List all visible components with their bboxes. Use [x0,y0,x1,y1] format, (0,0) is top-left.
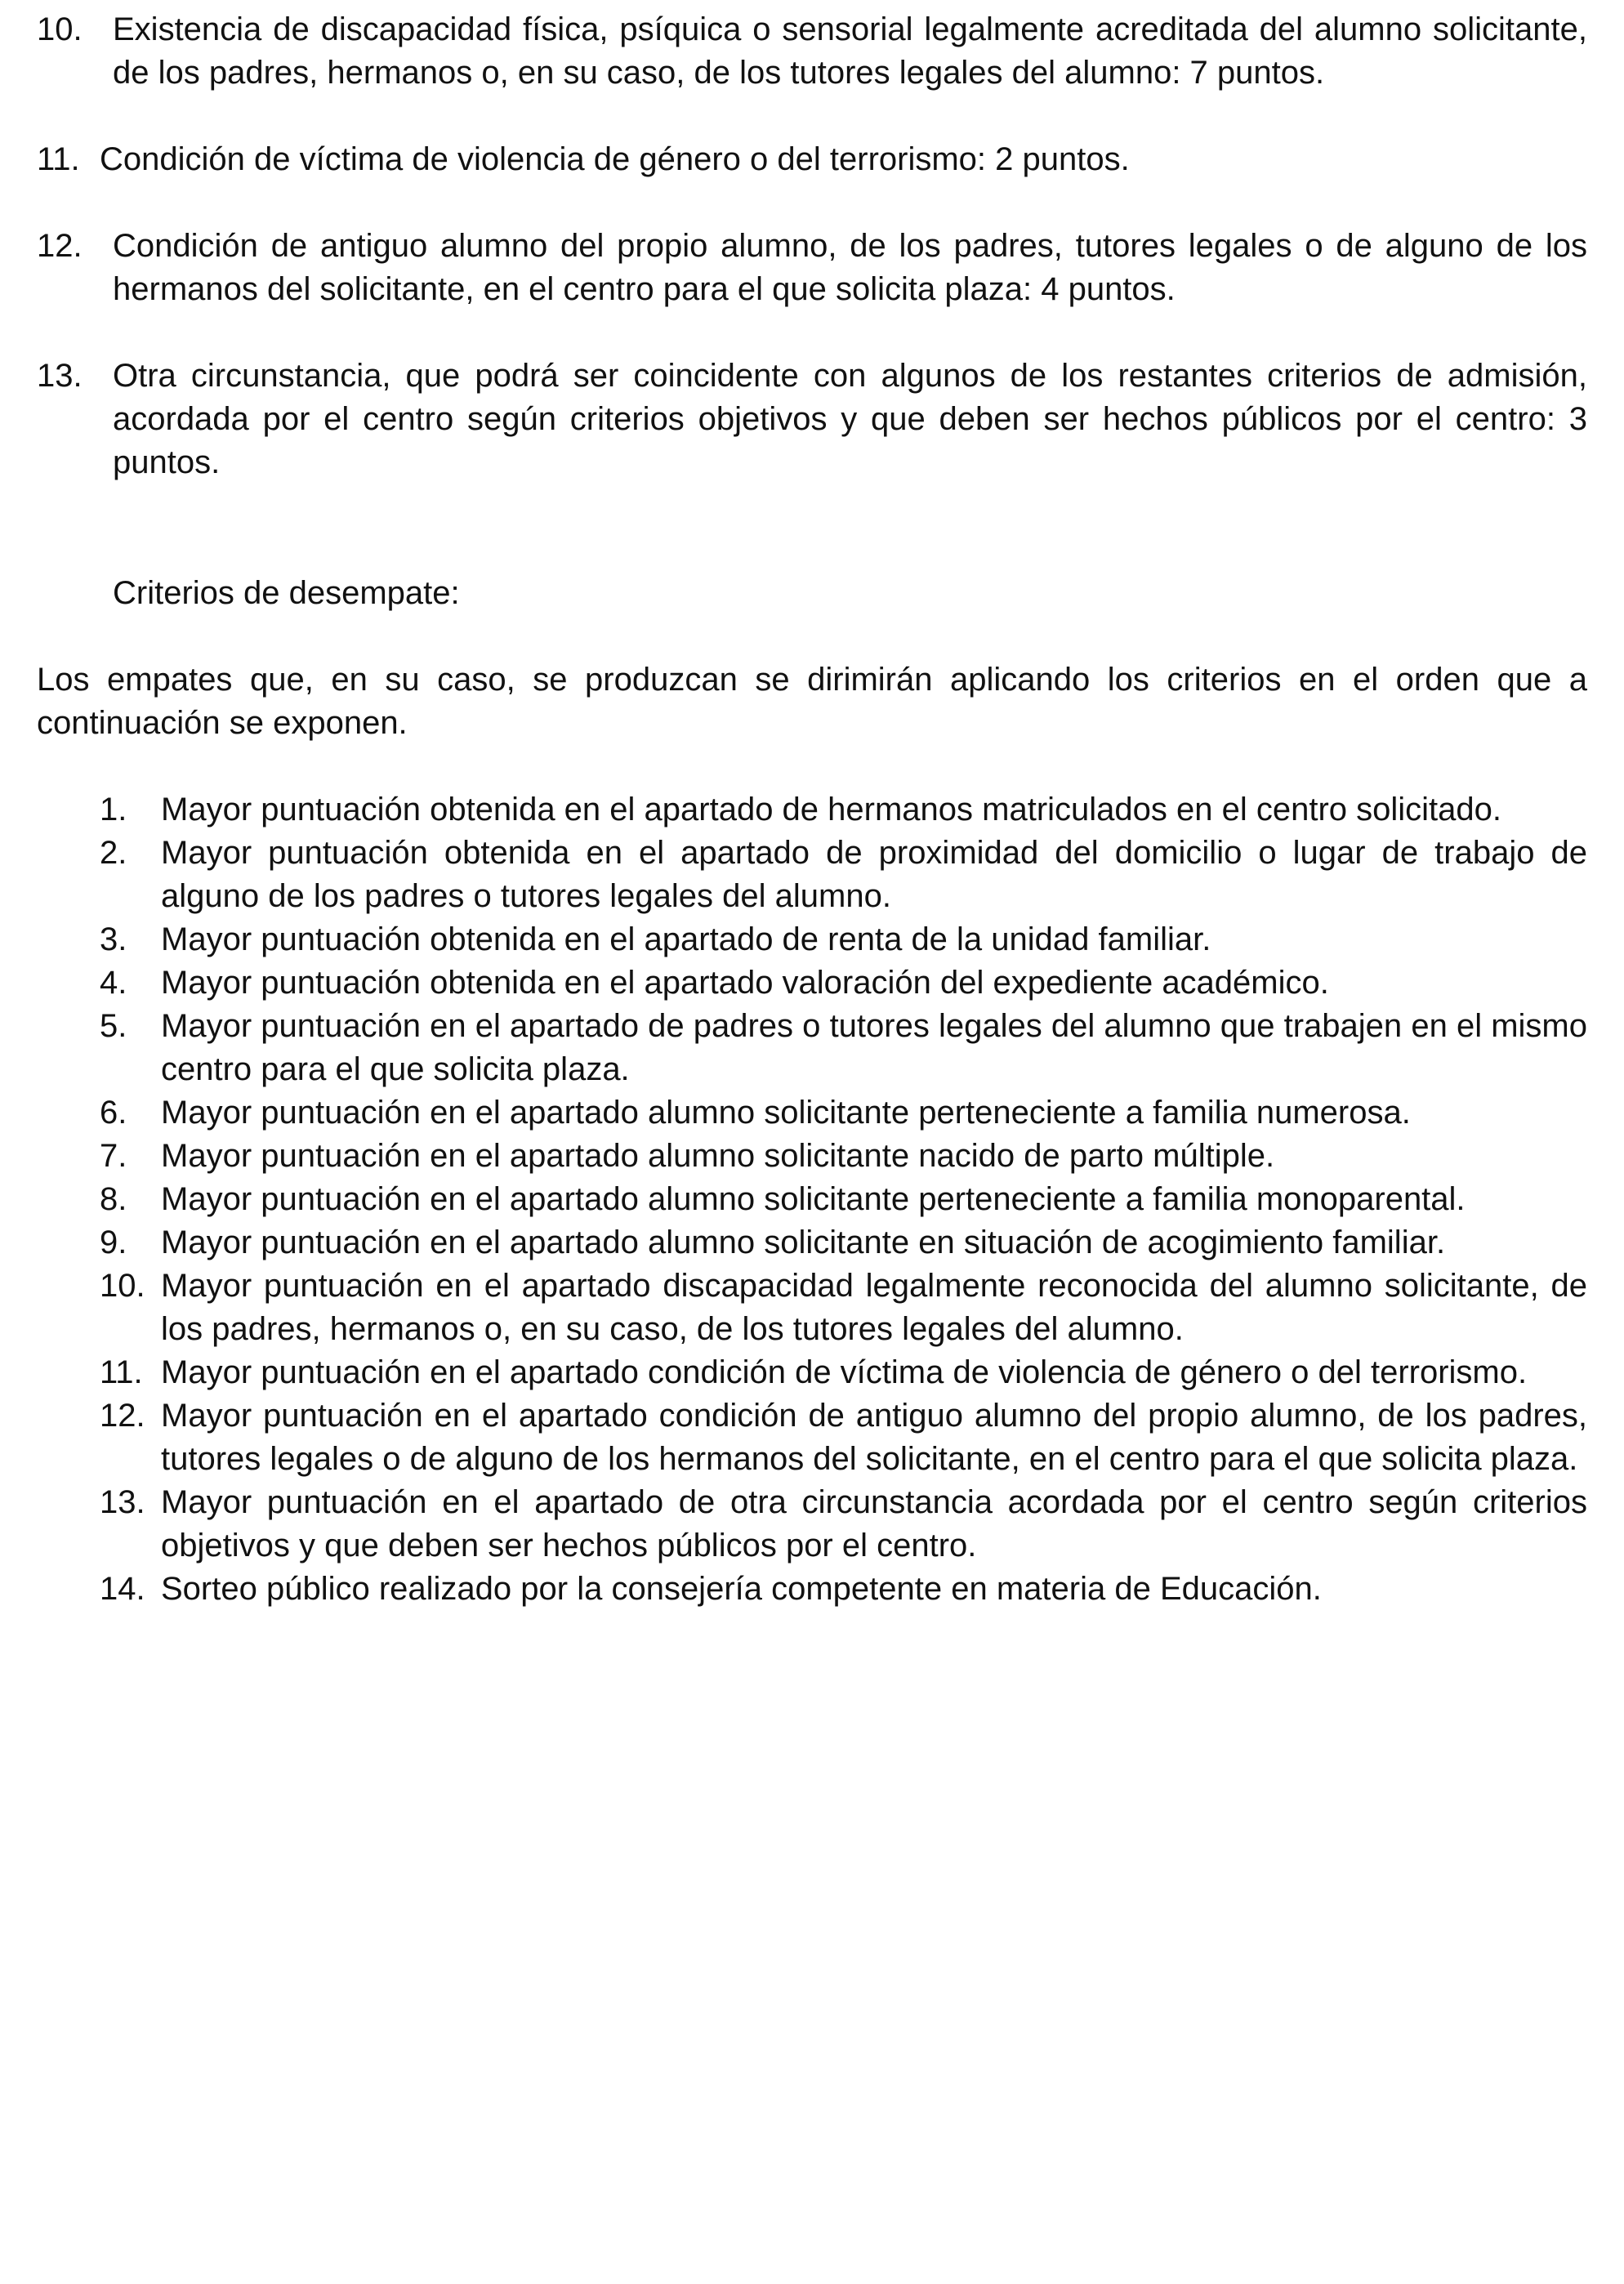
tiebreak-text: Mayor puntuación obtenida en el apartado de hermanos matriculados en el centro solicitado. [161,792,1502,828]
tiebreak-intro: Los empates que, en su caso, se produzcan se dirimirán aplicando los criterios en el orden que a continuación se exponen. [37,662,1587,741]
tiebreak-number: 6. [100,1095,127,1131]
tiebreak-text: Sorteo público realizado por la consejería competente en materia de Educación. [161,1571,1322,1607]
tiebreak-number: 12. [100,1398,145,1434]
tiebreak-item [100,1568,1587,1611]
criterion-item [37,138,1587,181]
tiebreak-text: Mayor puntuación en el apartado de otra circunstancia acordada por el centro según criterios objetivos y que deben ser hechos públicos por el centro. [161,1484,1587,1564]
tiebreak-number: 3. [100,921,127,957]
tiebreak-number: 2. [100,835,127,871]
tiebreak-text: Mayor puntuación obtenida en el apartado valoración del expediente académico. [161,965,1329,1001]
tiebreak-item [100,1481,1587,1568]
tiebreak-text: Mayor puntuación obtenida en el apartado de proximidad del domicilio o lugar de trabajo de alguno de los padres o tutores legales del alumno. [161,835,1587,914]
tiebreak-item [100,961,1587,1005]
tiebreak-heading: Criterios de desempate: [113,575,460,611]
tiebreak-number: 8. [100,1181,127,1217]
admission-criteria-list [37,8,1587,528]
tiebreak-text: Mayor puntuación en el apartado condición de antiguo alumno del propio alumno, de los padres, tutores legales o de alguno de los hermanos del solicitante, en el centro para el que solicita plaza. [161,1398,1587,1477]
tiebreak-number: 4. [100,965,127,1001]
criterion-text: Existencia de discapacidad física, psíquica o sensorial legalmente acreditada del alumno solicitante, de los padres, hermanos o, en su caso, de los tutores legales del alumno: 7 puntos. [113,11,1587,91]
criterion-text: Condición de antiguo alumno del propio alumno, de los padres, tutores legales o de alguno de los hermanos del solicitante, en el centro para el que solicita plaza: 4 puntos. [113,228,1587,307]
tiebreak-text: Mayor puntuación en el apartado alumno solicitante perteneciente a familia monoparental. [161,1181,1466,1217]
criterion-text: Condición de víctima de violencia de género o del terrorismo: 2 puntos. [100,141,1130,177]
tiebreak-item [100,1351,1587,1394]
tiebreak-item [100,1221,1587,1265]
tiebreak-text: Mayor puntuación en el apartado condición de víctima de violencia de género o del terrorismo. [161,1354,1528,1390]
criterion-number: 13. [37,358,83,394]
tiebreak-text: Mayor puntuación en el apartado alumno solicitante perteneciente a familia numerosa. [161,1095,1411,1131]
tiebreak-text: Mayor puntuación en el apartado alumno solicitante en situación de acogimiento familiar. [161,1225,1446,1260]
tiebreak-text: Mayor puntuación obtenida en el apartado de renta de la unidad familiar. [161,921,1211,957]
criterion-item [37,355,1587,484]
tiebreak-text: Mayor puntuación en el apartado alumno solicitante nacido de parto múltiple. [161,1138,1275,1174]
tiebreak-item [100,918,1587,961]
criterion-item [37,8,1587,95]
tiebreak-number: 11. [100,1354,143,1390]
criterion-text: Otra circunstancia, que podrá ser coincidente con algunos de los restantes criterios de admisión, acordada por el centro según criterios objetivos y que deben ser hechos públicos por el centro: 3 puntos. [113,358,1587,480]
tiebreak-item [100,1091,1587,1135]
tiebreak-number: 5. [100,1008,127,1044]
criterion-number: 10. [37,11,83,47]
criterion-item [37,225,1587,311]
tiebreak-text: Mayor puntuación en el apartado discapacidad legalmente reconocida del alumno solicitante, de los padres, hermanos o, en su caso, de los tutores legales del alumno. [161,1268,1587,1347]
tiebreak-item [100,1394,1587,1481]
tiebreak-number: 13. [100,1484,145,1520]
tiebreak-item [100,1005,1587,1091]
tiebreak-number: 7. [100,1138,127,1174]
tiebreak-criteria-list [100,788,1587,1611]
criterion-number: 11. [37,141,80,177]
tiebreak-item [100,1178,1587,1221]
tiebreak-number: 14. [100,1571,145,1607]
tiebreak-item [100,1265,1587,1351]
tiebreak-item [100,788,1587,832]
tiebreak-number: 10. [100,1268,145,1304]
criterion-number: 12. [37,228,83,264]
tiebreak-item [100,832,1587,918]
tiebreak-number: 9. [100,1225,127,1260]
tiebreak-item [100,1135,1587,1178]
tiebreak-number: 1. [100,792,127,828]
tiebreak-text: Mayor puntuación en el apartado de padres o tutores legales del alumno que trabajen en el mismo centro para el que solicita plaza. [161,1008,1587,1087]
